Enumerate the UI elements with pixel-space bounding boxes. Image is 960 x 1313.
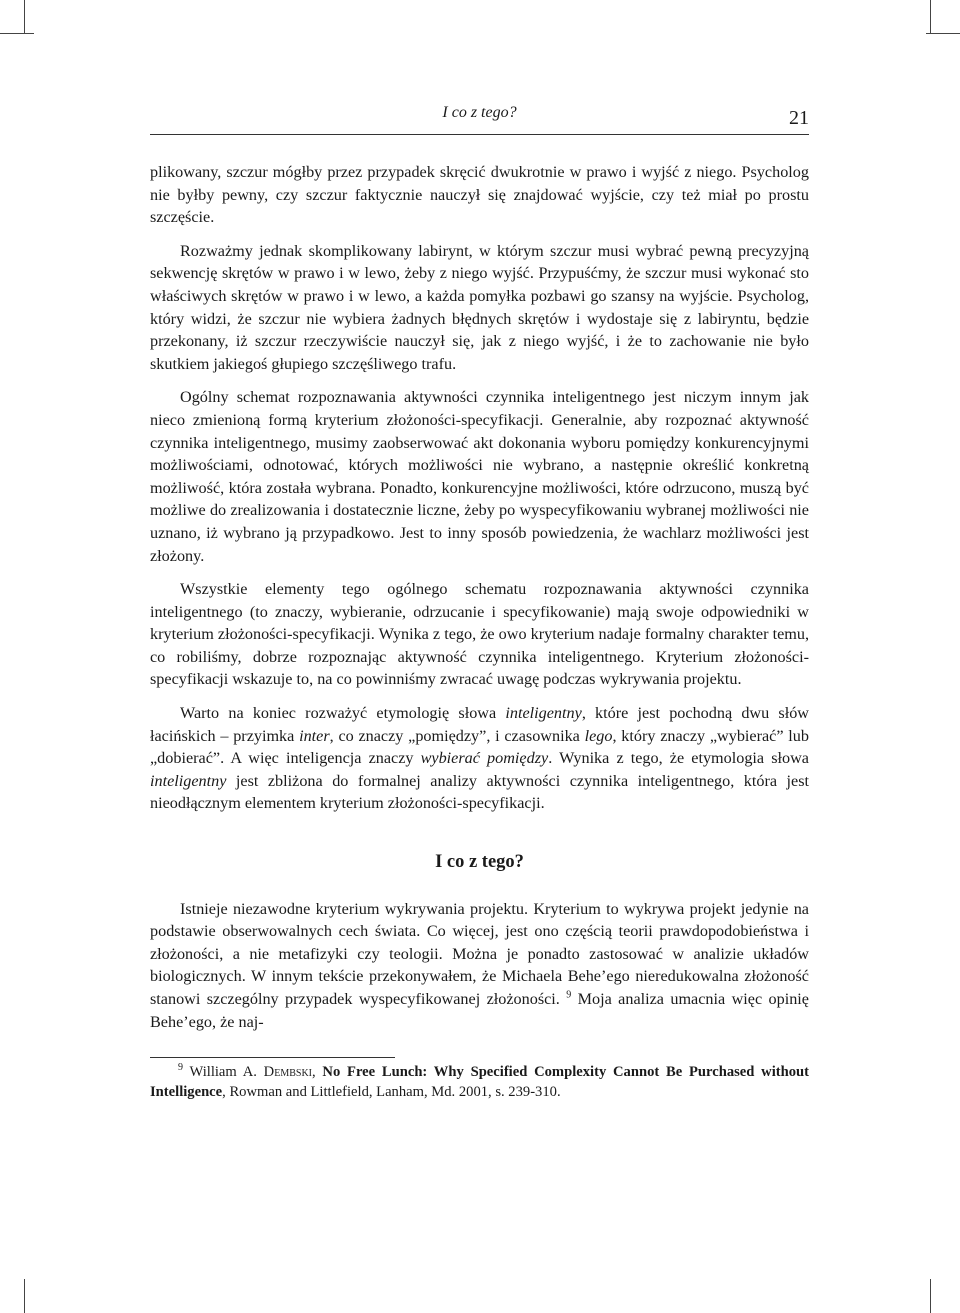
text-run: , co znaczy „pomiędzy”, i czasownika: [329, 726, 585, 745]
italic-term: inteligentny: [505, 704, 582, 723]
text-run: jest zbliżona do formalnej analizy aktywności czynnika inteligentnego, która jest nieodłącznym elementem kryterium złożoności-specyfikacji.: [150, 771, 809, 813]
paragraph-5: [150, 702, 809, 815]
paragraph-3: Ogólny schemat rozpoznawania aktywności czynnika inteligentnego jest niczym innym jak nieco zmienioną formą kryterium złożoności-specyfikacji. Generalnie, aby rozpoznać aktywność czynnika inteligentnego, musimy zaobserwować akt dokonania wyboru pomiędzy konkurencyjnymi możliwościami, odnotować, których możliwości nie wybrano, a następnie określić konkretną możliwość, która została wybrana. Ponadto, konkurencyjne możliwości, które odrzucono, muszą być możliwe do zrealizowania i dostatecznie liczne, żeby po wyspecyfikowaniu wybranej możliwości nie uznano, iż wybrano ją przypadkowo. Jest to inny sposób powiedzenia, że wachlarz możliwości jest złożony.: [150, 388, 809, 565]
crop-mark-top-left-v: [24, 0, 25, 34]
footnote-book-title: No Free Lunch: Why Specified Complexity Cannot Be Purchased without Intelligence: [150, 1064, 809, 1101]
page-number: 21: [789, 107, 809, 129]
footnote-rule: [150, 1057, 395, 1058]
italic-term: inter: [299, 726, 330, 745]
footnote-publisher: , Rowman and Littlefield, Lanham, Md. 2001, s. 239-310.: [222, 1084, 561, 1101]
footnote-author-surname: Dembski: [263, 1064, 312, 1081]
text-run: Istnieje niezawodne kryterium wykrywania projektu. Kryterium to wykrywa projekt jedynie na podstawie obserwowalnych cech świata. Co więcej, jest ono częścią teorii prawdopodobieństwa i złożoności, a nie metafizyki czy teologii. Można je ponadto zastosować w analizie układów biologicznych. W innym tekście przekonywałem, że Michaela Behe’ego nieredukowalna złożoność stanowi szczególny przypadek wyspecyfikowanej złożoności.: [150, 899, 809, 1008]
text-run: . Wynika z tego, że etymologia słowa: [548, 749, 809, 768]
italic-term: lego: [584, 726, 613, 745]
section-title: I co z tego?: [435, 852, 524, 873]
footnote-author-prefix: William A.: [189, 1064, 264, 1081]
paragraph-6: [150, 898, 809, 1034]
text-run: , które jest pochodną dwu słów łacińskich – przyimka: [150, 704, 809, 745]
paragraph-2: Rozważmy jednak skomplikowany labirynt, w którym szczur musi wybrać pewną precyzyjną sekwencję skrętów w prawo i w lewo, żeby z niego wyjść. Przypuśćmy, że szczur musi wykonać sto właściwych skrętów w prawo i w lewo, a każda pomyłka pozbawi go szansy na wyjście. Psycholog, który widzi, że szczur nie wybiera żadnych błędnych skrętów i wydostaje się z labiryntu, będzie przekonany, iż szczur rzeczywiście nauczył się, jak z niego wyjść, i że to zachowanie nie było skutkiem jakiegoś głupiego szczęśliwego trafu.: [150, 241, 809, 373]
footnote-9: $^9$ William A. Dembski, No Free Lunch: Why Specified Complexity Cannot Be Purchased without Intelligence, Rowman and Littlefield, Lanham, Md. 2001, s. 239-310.: [150, 1062, 809, 1101]
crop-mark-bottom-left-v: [24, 1279, 25, 1313]
page-header: [150, 100, 809, 135]
running-head: I co z tego?: [442, 104, 517, 121]
italic-term: wybierać pomiędzy: [420, 749, 549, 768]
footnote-ref[interactable]: 9: [566, 989, 572, 1001]
crop-mark-top-left-h: [0, 33, 34, 34]
crop-mark-bottom-right-v: [930, 1279, 931, 1313]
page-body: [150, 161, 809, 1033]
text-run: Warto na koniec rozważyć etymologię słowa: [180, 704, 506, 723]
text-run: , który znaczy „wybierać” lub „dobierać”. A więc inteligencja znaczy: [150, 726, 809, 768]
footnote-number: 9: [178, 1062, 183, 1074]
crop-mark-top-right-h: [926, 33, 960, 34]
italic-term: inteligentny: [150, 771, 227, 790]
paragraph-1: plikowany, szczur mógłby przez przypadek skręcić dwukrotnie w prawo i wyjść z niego. Psycholog nie byłby pewny, czy szczur faktycznie nauczył się znajdować wyjście, czy też miał po prostu szczęście.: [150, 163, 809, 227]
book-page: [150, 100, 809, 1102]
paragraph-4: Wszystkie elementy tego ogólnego schematu rozpoznawania aktywności czynnika inteligentnego (to znaczy, wybieranie, odrzucanie i specyfikowanie) mają swoje odpowiedniki w kryterium złożoności-specyfikacji. Wynika z tego, że owo kryterium nadaje formalny charakter temu, co robiliśmy, dobrze rozpoznając aktywność czynnika inteligentnego. Kryterium złożoności-specyfikacji wskazuje to, na co powinniśmy zwracać uwagę podczas wykrywania projektu.: [150, 580, 809, 689]
crop-mark-top-right-v: [930, 0, 931, 34]
text-run: Moja analiza umacnia więc opinię Behe’ego, że naj-: [150, 990, 809, 1031]
